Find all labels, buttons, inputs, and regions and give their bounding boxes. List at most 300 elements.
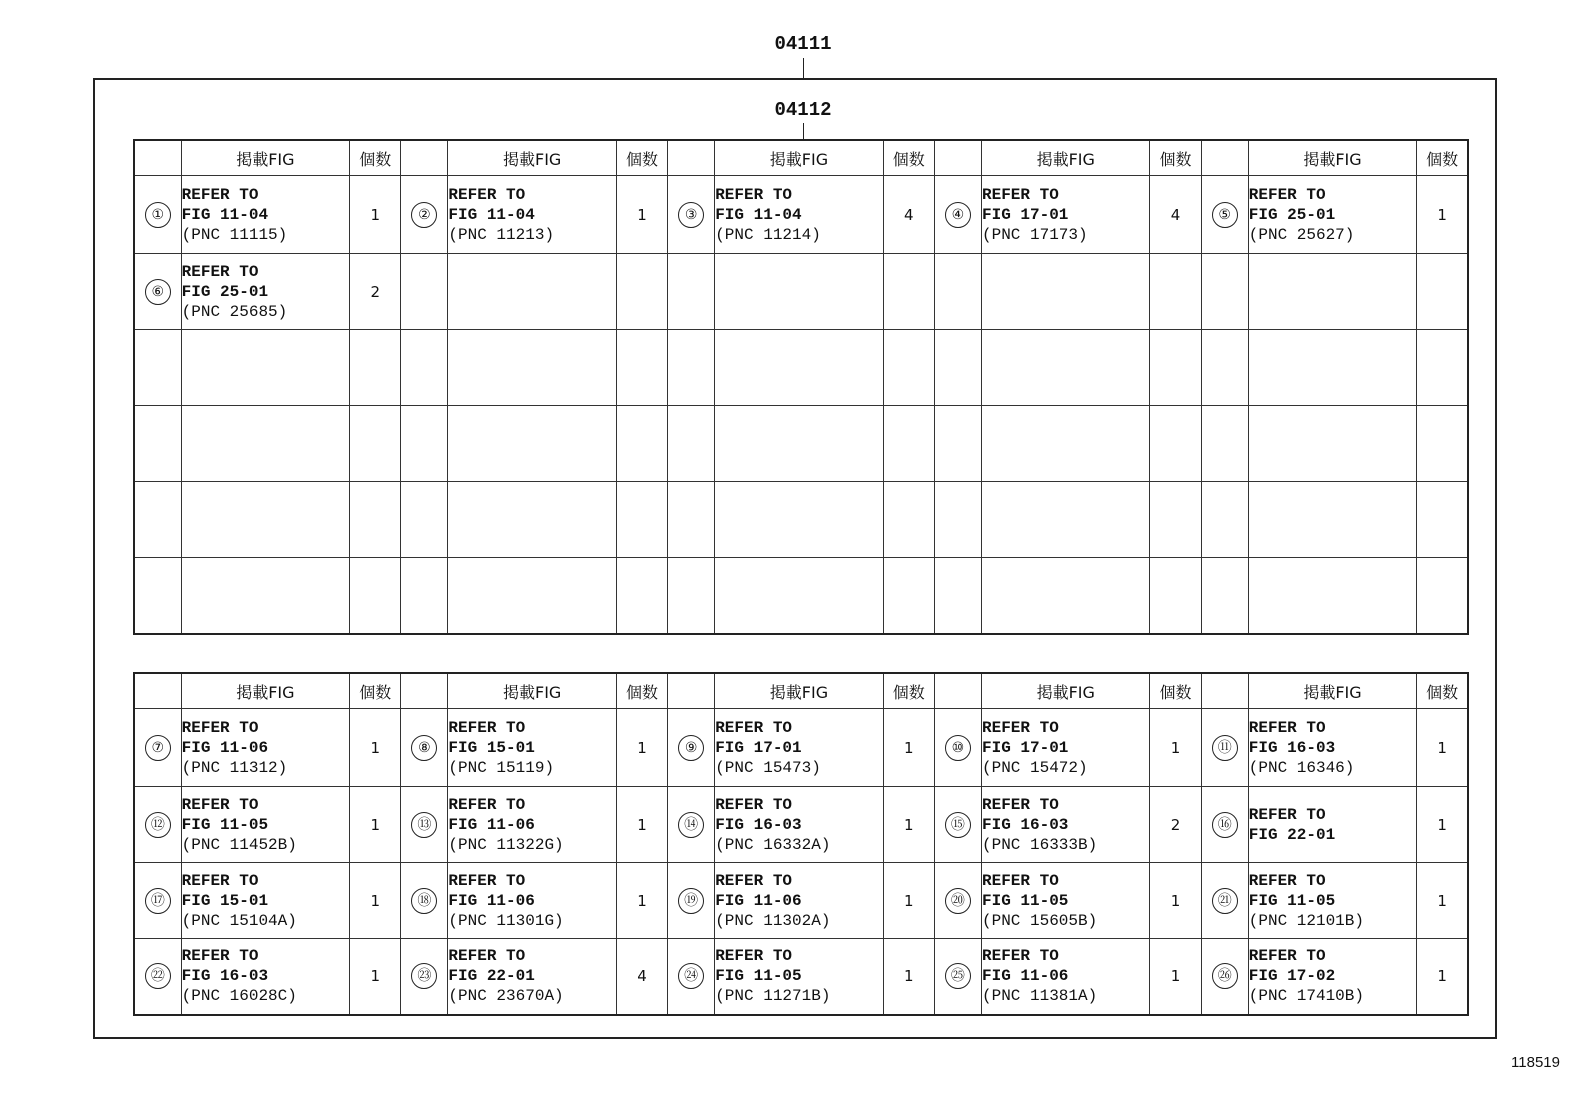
quantity-cell (1150, 939, 1201, 1015)
figure-reference-cell (1248, 176, 1417, 254)
item-callout-number: ⑳ (945, 888, 971, 914)
figure-number-text: FIG 15-01 (181, 891, 269, 910)
item-callout-number: ⑧ (411, 735, 437, 761)
item-callout-number: ⑩ (945, 735, 971, 761)
item-number-cell (134, 176, 181, 254)
parts-table-upper (133, 139, 1469, 635)
item-callout-number: ⑪ (1212, 735, 1238, 761)
item-number-cell (134, 863, 181, 939)
refer-to-text: REFER TO (981, 871, 1059, 890)
header-qty: 個数 (616, 140, 667, 176)
figure-number-text: FIG 11-05 (181, 815, 269, 834)
figure-reference-cell (181, 330, 350, 406)
part-number-text: (PNC 11301G) (448, 911, 564, 930)
figure-reference-cell (981, 330, 1150, 406)
refer-to-text: REFER TO (1248, 718, 1326, 737)
item-number-cell (1201, 406, 1248, 482)
quantity-cell (1150, 787, 1201, 863)
part-number-text: (PNC 11115) (181, 225, 288, 244)
figure-reference-cell (448, 254, 617, 330)
quantity-cell (616, 558, 667, 634)
figure-reference-cell (981, 863, 1150, 939)
item-number-cell (134, 406, 181, 482)
figure-reference-cell (1248, 330, 1417, 406)
figure-reference-cell (981, 709, 1150, 787)
inner-leader-line (803, 123, 804, 139)
item-callout-number: ⑬ (411, 812, 437, 838)
table-row (134, 863, 1468, 939)
figure-number-text: FIG 16-03 (981, 815, 1069, 834)
table-row (134, 482, 1468, 558)
quantity-cell (350, 254, 401, 330)
item-number-cell (668, 482, 715, 558)
quantity-cell (883, 558, 934, 634)
figure-reference-cell (981, 254, 1150, 330)
quantity-value: 4 (637, 967, 647, 986)
item-number-cell (934, 709, 981, 787)
refer-to-text: REFER TO (981, 947, 1059, 966)
figure-number-text: FIG 22-01 (1248, 825, 1336, 844)
figure-number-text: FIG 11-06 (448, 891, 535, 910)
item-number-cell (401, 330, 448, 406)
outer-leader-line (803, 58, 804, 78)
part-number-text: (PNC 17173) (981, 225, 1088, 244)
quantity-cell (883, 482, 934, 558)
quantity-cell (883, 863, 934, 939)
quantity-value: 1 (904, 815, 914, 834)
header-fig: 掲載FIG (448, 673, 617, 709)
item-callout-number: ㉖ (1212, 963, 1238, 989)
figure-reference-cell (715, 709, 884, 787)
figure-reference-cell (448, 939, 617, 1015)
item-callout-number: ㉕ (945, 963, 971, 989)
figure-reference-cell (715, 558, 884, 634)
header-no (668, 673, 715, 709)
quantity-value: 1 (637, 815, 647, 834)
part-number-text: (PNC 16346) (1248, 758, 1355, 777)
item-number-cell (668, 176, 715, 254)
item-number-cell (134, 558, 181, 634)
table-row (134, 176, 1468, 254)
figure-reference-cell (981, 406, 1150, 482)
figure-number-text: FIG 22-01 (448, 967, 535, 986)
table-row (134, 939, 1468, 1015)
refer-to-text: REFER TO (448, 185, 526, 204)
quantity-cell (1417, 939, 1468, 1015)
item-callout-number: ⑨ (678, 735, 704, 761)
quantity-cell (1150, 482, 1201, 558)
item-number-cell (401, 176, 448, 254)
quantity-value: 1 (370, 967, 380, 986)
part-number-text: (PNC 25685) (181, 302, 288, 321)
quantity-cell (883, 787, 934, 863)
figure-reference-cell (715, 254, 884, 330)
figure-number-text: FIG 11-05 (1248, 891, 1336, 910)
quantity-cell (616, 176, 667, 254)
item-number-cell (134, 254, 181, 330)
outer-assembly-label: 04111 (774, 33, 832, 55)
part-number-text: (PNC 11452B) (181, 835, 297, 854)
item-number-cell (134, 482, 181, 558)
quantity-cell (1150, 254, 1201, 330)
item-callout-number: ② (411, 202, 437, 228)
figure-reference-cell (981, 939, 1150, 1015)
quantity-cell (350, 406, 401, 482)
figure-reference-cell (981, 787, 1150, 863)
refer-to-text: REFER TO (181, 871, 259, 890)
quantity-value: 1 (370, 815, 380, 834)
item-number-cell (934, 406, 981, 482)
quantity-value: 1 (904, 967, 914, 986)
header-no (934, 140, 981, 176)
quantity-cell (350, 482, 401, 558)
figure-reference-cell (448, 709, 617, 787)
quantity-cell (1150, 406, 1201, 482)
part-number-text: (PNC 15605B) (981, 911, 1098, 930)
figure-reference-cell (448, 863, 617, 939)
figure-reference-cell (181, 254, 350, 330)
refer-to-text: REFER TO (715, 871, 793, 890)
header-no (401, 140, 448, 176)
figure-number-text: FIG 25-01 (1248, 205, 1336, 224)
refer-to-text: REFER TO (448, 795, 526, 814)
item-number-cell (1201, 254, 1248, 330)
quantity-cell (883, 330, 934, 406)
item-number-cell (1201, 482, 1248, 558)
quantity-cell (350, 787, 401, 863)
header-no (134, 140, 181, 176)
item-number-cell (401, 406, 448, 482)
header-no (668, 140, 715, 176)
item-callout-number: ⑤ (1212, 202, 1238, 228)
refer-to-text: REFER TO (181, 185, 259, 204)
item-callout-number: ⑰ (145, 888, 171, 914)
header-no (934, 673, 981, 709)
quantity-value: 4 (1170, 205, 1181, 224)
figure-reference-cell (181, 939, 350, 1015)
quantity-cell (350, 176, 401, 254)
quantity-cell (1150, 863, 1201, 939)
table-row (134, 787, 1468, 863)
quantity-cell (350, 709, 401, 787)
figure-reference-cell (1248, 939, 1417, 1015)
quantity-cell (1150, 176, 1201, 254)
item-number-cell (668, 254, 715, 330)
quantity-cell (1417, 558, 1468, 634)
refer-to-text: REFER TO (1248, 947, 1326, 966)
figure-reference-cell (715, 176, 884, 254)
part-number-text: (PNC 25627) (1248, 225, 1355, 244)
figure-reference-cell (448, 406, 617, 482)
item-number-cell (934, 482, 981, 558)
part-number-text: (PNC 16332A) (715, 835, 831, 854)
item-number-cell (1201, 330, 1248, 406)
figure-reference-cell (1248, 558, 1417, 634)
figure-number-text: FIG 16-03 (181, 967, 269, 986)
item-number-cell (401, 558, 448, 634)
quantity-cell (1417, 330, 1468, 406)
header-qty: 個数 (1150, 673, 1201, 709)
refer-to-text: REFER TO (981, 795, 1059, 814)
refer-to-text: REFER TO (181, 947, 259, 966)
quantity-cell (883, 254, 934, 330)
part-number-text: (PNC 15472) (981, 758, 1088, 777)
header-fig: 掲載FIG (981, 140, 1150, 176)
quantity-value: 1 (904, 891, 914, 910)
quantity-cell (1417, 787, 1468, 863)
figure-reference-cell (715, 939, 884, 1015)
item-callout-number: ㉑ (1212, 888, 1238, 914)
refer-to-text: REFER TO (715, 718, 793, 737)
header-qty: 個数 (1417, 140, 1468, 176)
figure-number-text: FIG 11-06 (715, 891, 802, 910)
item-callout-number: ㉔ (678, 963, 704, 989)
part-number-text: (PNC 12101B) (1248, 911, 1364, 930)
figure-reference-cell (448, 482, 617, 558)
quantity-cell (1150, 709, 1201, 787)
part-number-text: (PNC 16333B) (981, 835, 1098, 854)
item-number-cell (934, 254, 981, 330)
figure-reference-cell (1248, 709, 1417, 787)
part-number-text: (PNC 11214) (715, 225, 821, 244)
part-number-text: (PNC 11302A) (715, 911, 831, 930)
refer-to-text: REFER TO (981, 185, 1059, 204)
item-callout-number: ① (145, 202, 171, 228)
figure-reference-cell (715, 787, 884, 863)
refer-to-text: REFER TO (448, 871, 526, 890)
item-number-cell (1201, 709, 1248, 787)
figure-number-text: FIG 25-01 (181, 282, 269, 301)
figure-number-text: FIG 17-02 (1248, 967, 1336, 986)
item-number-cell (668, 939, 715, 1015)
item-number-cell (668, 558, 715, 634)
quantity-cell (350, 330, 401, 406)
quantity-value: 1 (1437, 738, 1447, 757)
figure-number-text: FIG 11-04 (448, 205, 535, 224)
figure-reference-cell (1248, 863, 1417, 939)
figure-reference-cell (981, 482, 1150, 558)
item-number-cell (134, 709, 181, 787)
refer-to-text: REFER TO (1248, 871, 1326, 890)
quantity-cell (616, 482, 667, 558)
item-callout-number: ④ (945, 202, 971, 228)
header-no (134, 673, 181, 709)
quantity-cell (616, 330, 667, 406)
figure-reference-cell (1248, 787, 1417, 863)
quantity-value: 2 (370, 282, 380, 301)
quantity-value: 4 (904, 205, 914, 224)
refer-to-text: REFER TO (181, 262, 259, 281)
figure-reference-cell (715, 482, 884, 558)
table-row (134, 558, 1468, 634)
item-number-cell (401, 709, 448, 787)
quantity-cell (1150, 558, 1201, 634)
header-no (1201, 140, 1248, 176)
header-qty: 個数 (1150, 140, 1201, 176)
header-fig: 掲載FIG (448, 140, 617, 176)
table-body (134, 709, 1468, 1015)
header-qty: 個数 (1417, 673, 1468, 709)
quantity-cell (1417, 406, 1468, 482)
header-qty: 個数 (883, 140, 934, 176)
figure-number-text: FIG 16-03 (715, 815, 802, 834)
quantity-value: 1 (904, 738, 914, 757)
item-number-cell (668, 709, 715, 787)
item-callout-number: ⑭ (678, 812, 704, 838)
quantity-value: 1 (1437, 891, 1447, 910)
item-number-cell (668, 406, 715, 482)
quantity-value: 1 (370, 738, 380, 757)
figure-reference-cell (1248, 406, 1417, 482)
header-qty: 個数 (883, 673, 934, 709)
item-number-cell (934, 863, 981, 939)
quantity-cell (1417, 254, 1468, 330)
part-number-text: (PNC 11271B) (715, 987, 831, 1006)
item-number-cell (668, 330, 715, 406)
item-number-cell (401, 254, 448, 330)
item-callout-number: ⑲ (678, 888, 704, 914)
parts-table-lower (133, 672, 1469, 1016)
figure-reference-cell (181, 709, 350, 787)
refer-to-text: REFER TO (1248, 805, 1326, 824)
figure-reference-cell (448, 558, 617, 634)
table-row (134, 709, 1468, 787)
quantity-cell (616, 939, 667, 1015)
figure-reference-cell (181, 406, 350, 482)
quantity-cell (616, 709, 667, 787)
item-number-cell (934, 787, 981, 863)
item-number-cell (401, 482, 448, 558)
figure-reference-cell (181, 863, 350, 939)
item-number-cell (934, 558, 981, 634)
figure-reference-cell (1248, 254, 1417, 330)
figure-number-text: FIG 11-06 (981, 967, 1069, 986)
quantity-value: 1 (637, 205, 647, 224)
quantity-cell (350, 939, 401, 1015)
item-number-cell (934, 939, 981, 1015)
quantity-value: 1 (1437, 815, 1447, 834)
figure-number-text: FIG 11-04 (181, 205, 269, 224)
part-number-text: (PNC 17410B) (1248, 987, 1364, 1006)
figure-reference-cell (181, 787, 350, 863)
quantity-value: 1 (1170, 967, 1181, 986)
item-callout-number: ⑥ (145, 279, 171, 305)
part-number-text: (PNC 11381A) (981, 987, 1098, 1006)
item-callout-number: ⑦ (145, 735, 171, 761)
quantity-cell (1417, 482, 1468, 558)
header-fig: 掲載FIG (1248, 673, 1417, 709)
quantity-cell (1150, 330, 1201, 406)
header-qty: 個数 (350, 140, 401, 176)
refer-to-text: REFER TO (181, 718, 259, 737)
header-no (1201, 673, 1248, 709)
quantity-cell (883, 176, 934, 254)
part-number-text: (PNC 15104A) (181, 911, 297, 930)
quantity-cell (883, 406, 934, 482)
item-number-cell (1201, 787, 1248, 863)
figure-number-text: FIG 11-05 (981, 891, 1069, 910)
item-number-cell (1201, 863, 1248, 939)
figure-number-text: FIG 17-01 (981, 205, 1069, 224)
table-row (134, 406, 1468, 482)
quantity-cell (350, 863, 401, 939)
quantity-cell (1417, 709, 1468, 787)
item-number-cell (1201, 558, 1248, 634)
figure-reference-cell (981, 176, 1150, 254)
item-number-cell (401, 863, 448, 939)
quantity-cell (883, 709, 934, 787)
inner-assembly-label: 04112 (774, 99, 832, 121)
refer-to-text: REFER TO (181, 795, 259, 814)
figure-reference-cell (448, 787, 617, 863)
figure-number-text: FIG 11-05 (715, 967, 802, 986)
figure-reference-cell (981, 558, 1150, 634)
quantity-cell (616, 254, 667, 330)
figure-reference-cell (715, 330, 884, 406)
quantity-cell (616, 863, 667, 939)
item-callout-number: ⑫ (145, 812, 171, 838)
header-fig: 掲載FIG (715, 140, 884, 176)
header-row (134, 673, 1468, 709)
header-fig: 掲載FIG (181, 140, 350, 176)
figure-number-text: FIG 17-01 (981, 738, 1069, 757)
item-number-cell (401, 939, 448, 1015)
refer-to-text: REFER TO (715, 947, 793, 966)
quantity-cell (616, 406, 667, 482)
figure-reference-cell (448, 330, 617, 406)
figure-reference-cell (715, 406, 884, 482)
header-fig: 掲載FIG (981, 673, 1150, 709)
figure-id: 118519 (1511, 1054, 1560, 1071)
table-body (134, 176, 1468, 634)
item-callout-number: ㉒ (145, 963, 171, 989)
quantity-value: 1 (1170, 891, 1181, 910)
part-number-text: (PNC 11322G) (448, 835, 564, 854)
header-fig: 掲載FIG (1248, 140, 1417, 176)
quantity-cell (1417, 863, 1468, 939)
header-fig: 掲載FIG (181, 673, 350, 709)
figure-number-text: FIG 15-01 (448, 738, 535, 757)
refer-to-text: REFER TO (448, 947, 526, 966)
item-callout-number: ⑮ (945, 812, 971, 838)
refer-to-text: REFER TO (1248, 185, 1326, 204)
item-number-cell (134, 787, 181, 863)
header-qty: 個数 (616, 673, 667, 709)
table-row (134, 254, 1468, 330)
item-number-cell (401, 787, 448, 863)
header-row (134, 140, 1468, 176)
part-number-text: (PNC 23670A) (448, 987, 564, 1006)
quantity-cell (1417, 176, 1468, 254)
item-number-cell (668, 787, 715, 863)
header-fig: 掲載FIG (715, 673, 884, 709)
part-number-text: (PNC 11312) (181, 758, 288, 777)
figure-reference-cell (448, 176, 617, 254)
item-callout-number: ㉓ (411, 963, 437, 989)
quantity-cell (350, 558, 401, 634)
part-number-text: (PNC 16028C) (181, 987, 297, 1006)
header-no (401, 673, 448, 709)
part-number-text: (PNC 11213) (448, 225, 555, 244)
item-callout-number: ③ (678, 202, 704, 228)
quantity-value: 1 (637, 891, 647, 910)
refer-to-text: REFER TO (981, 718, 1059, 737)
item-number-cell (934, 176, 981, 254)
quantity-value: 1 (370, 205, 380, 224)
quantity-value: 1 (1437, 205, 1447, 224)
item-number-cell (934, 330, 981, 406)
table-row (134, 330, 1468, 406)
